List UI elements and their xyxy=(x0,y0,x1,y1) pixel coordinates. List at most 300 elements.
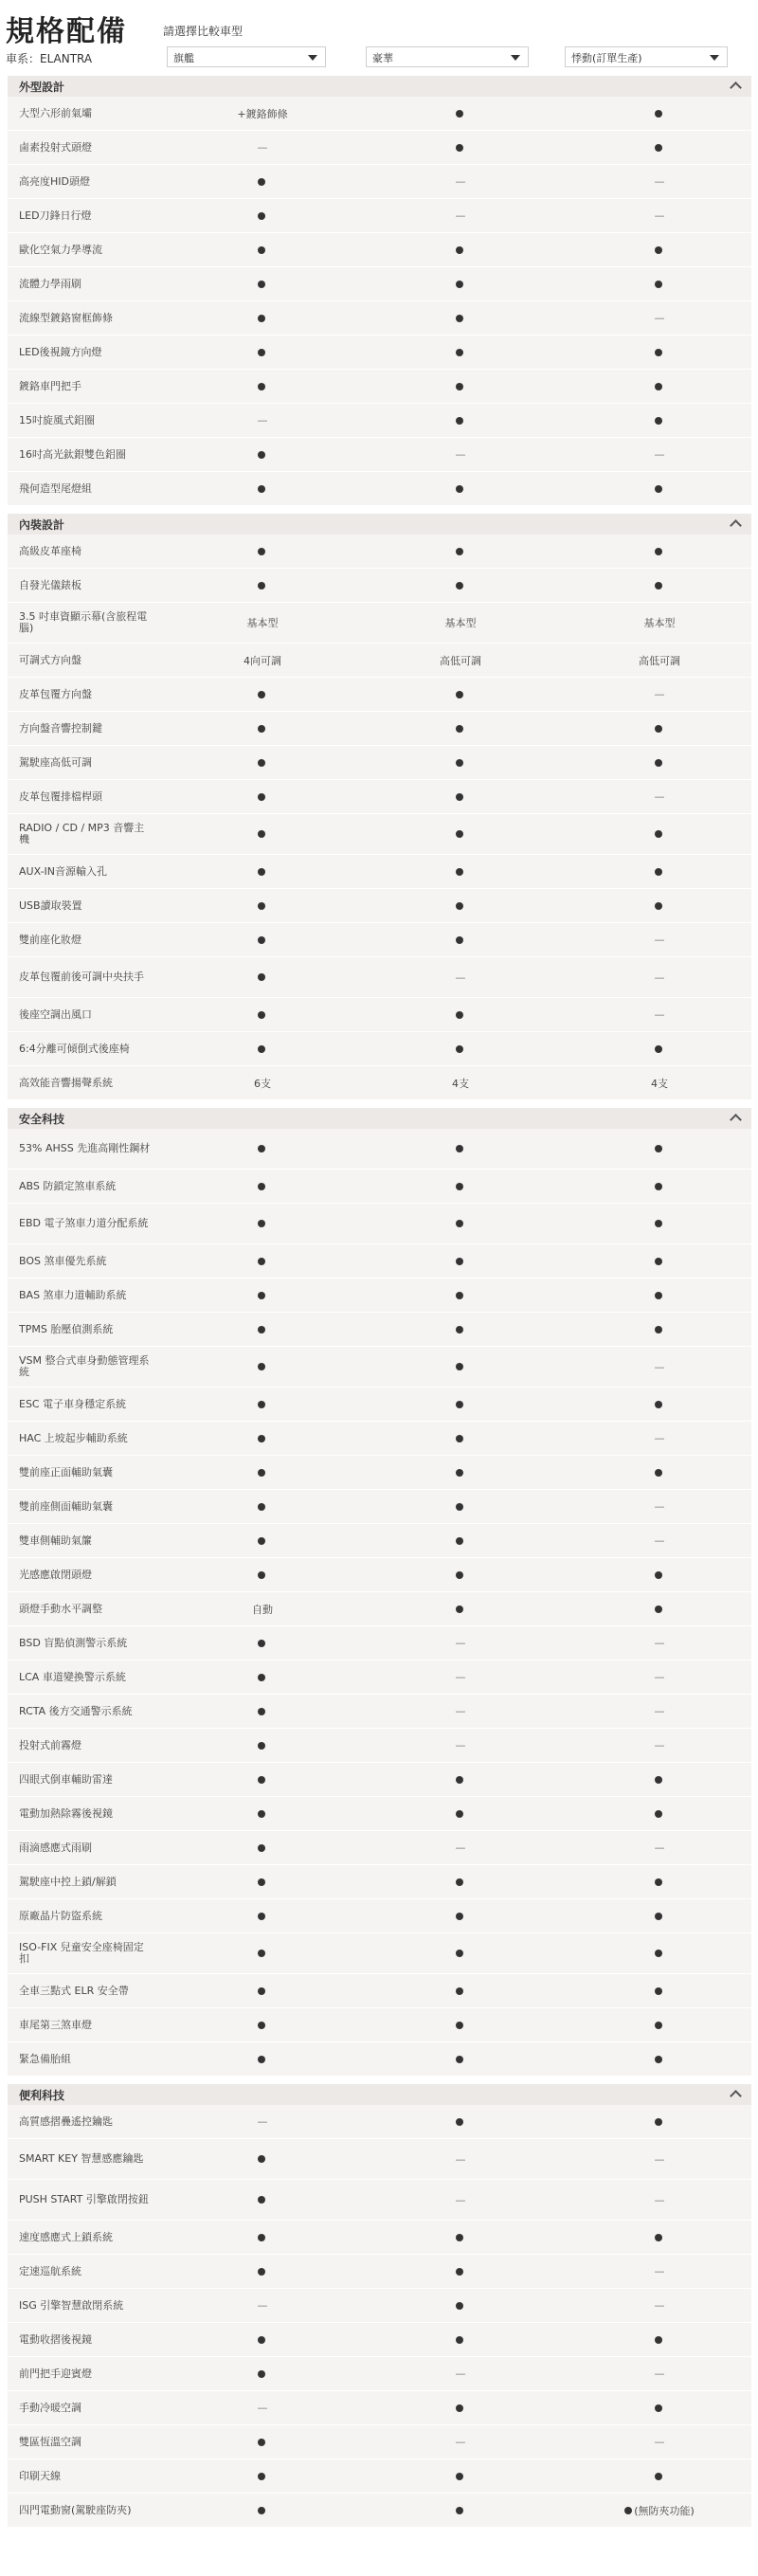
spec-cell xyxy=(187,2008,338,2041)
spec-cell xyxy=(187,165,338,198)
spec-cell xyxy=(385,2180,536,2220)
table-row xyxy=(8,131,751,165)
spec-cell xyxy=(385,1524,536,1557)
model-select-1-value: 旗艦 xyxy=(173,52,194,64)
spec-cell xyxy=(584,1899,735,1932)
spec-value: +鍍鉻飾條 xyxy=(237,107,288,120)
spec-cell xyxy=(385,814,536,854)
table-row xyxy=(8,472,751,506)
included-dot-icon xyxy=(655,2336,662,2344)
section-rows xyxy=(8,535,751,1100)
included-dot-icon xyxy=(655,2404,662,2412)
included-dot-icon xyxy=(655,1950,662,1957)
feature-label: 駕駛座中控上鎖/解鎖 xyxy=(19,1875,117,1888)
included-dot-icon xyxy=(258,1292,265,1299)
spec-cell xyxy=(584,1592,735,1625)
feature-label: 雙前座側面輔助氣囊 xyxy=(19,1499,113,1513)
feature-label: 雙區恆溫空調 xyxy=(19,2435,81,2448)
included-dot-icon xyxy=(456,2404,463,2412)
spec-cell xyxy=(187,199,338,232)
spec-cell xyxy=(187,233,338,266)
included-dot-icon xyxy=(258,936,265,944)
spec-cell xyxy=(584,923,735,956)
not-available-dash: — xyxy=(257,141,268,154)
included-dot-icon xyxy=(258,1537,265,1545)
spec-cell xyxy=(187,1279,338,1312)
spec-cell xyxy=(187,1729,338,1762)
included-dot-icon xyxy=(258,1844,265,1852)
feature-label: LED後視鏡方向燈 xyxy=(19,345,102,358)
spec-cell xyxy=(385,535,536,568)
included-dot-icon xyxy=(258,2439,265,2446)
spec-cell xyxy=(584,2008,735,2041)
spec-cell xyxy=(385,746,536,779)
not-available-dash: — xyxy=(257,2402,268,2414)
spec-cell xyxy=(385,2425,536,2458)
table-row xyxy=(8,2289,751,2323)
spec-cell xyxy=(187,2425,338,2458)
included-dot-icon xyxy=(456,1326,463,1333)
included-dot-icon xyxy=(456,1503,463,1511)
spec-cell xyxy=(187,1347,338,1387)
spec-cell xyxy=(187,1204,338,1243)
included-dot-icon xyxy=(258,212,265,220)
spec-cell xyxy=(187,1974,338,2007)
section-rows xyxy=(8,1129,751,2077)
included-dot-icon xyxy=(258,902,265,910)
included-dot-icon xyxy=(624,2507,632,2514)
included-dot-icon xyxy=(456,1145,463,1152)
spec-cell xyxy=(187,131,338,164)
not-available-dash: — xyxy=(654,2152,665,2166)
table-row xyxy=(8,1388,751,1422)
spec-cell xyxy=(385,2105,536,2138)
table-row xyxy=(8,1032,751,1066)
spec-value: 基本型 xyxy=(444,617,477,629)
included-dot-icon xyxy=(258,1045,265,1053)
spec-cell xyxy=(187,336,338,369)
spec-cell xyxy=(584,438,735,471)
spec-cell xyxy=(385,1032,536,1065)
included-dot-icon xyxy=(456,1469,463,1477)
spec-cell xyxy=(584,370,735,403)
not-available-dash: — xyxy=(455,1739,466,1751)
feature-label: TPMS 胎壓偵測系統 xyxy=(19,1322,114,1335)
feature-label: SMART KEY 智慧感應鑰匙 xyxy=(19,2152,144,2165)
spec-cell xyxy=(584,472,735,505)
not-available-dash: — xyxy=(654,448,665,461)
spec-cell xyxy=(584,1831,735,1864)
included-dot-icon xyxy=(456,2234,463,2241)
included-dot-icon xyxy=(456,2336,463,2344)
spec-cell xyxy=(385,2008,536,2041)
spec-cell xyxy=(385,2323,536,2356)
spec-cell xyxy=(187,1558,338,1591)
not-available-dash: — xyxy=(654,1534,665,1547)
included-dot-icon xyxy=(258,1435,265,1442)
included-dot-icon xyxy=(655,548,662,555)
table-row xyxy=(8,1626,751,1660)
not-available-dash: — xyxy=(654,1705,665,1717)
spec-cell xyxy=(187,814,338,854)
included-dot-icon xyxy=(258,1571,265,1579)
included-dot-icon xyxy=(655,1810,662,1818)
feature-label: ISO-FIX 兒童安全座椅固定扣 xyxy=(19,1941,144,1965)
table-row xyxy=(8,780,751,814)
table-row xyxy=(8,2105,751,2139)
included-dot-icon xyxy=(655,1292,662,1299)
included-dot-icon xyxy=(258,2155,265,2163)
feature-label: ABS 防鎖定煞車系統 xyxy=(19,1179,117,1192)
not-available-dash: — xyxy=(455,2152,466,2166)
section-header[interactable] xyxy=(8,2084,751,2105)
section-title: 便利科技 xyxy=(19,2088,65,2102)
spec-cell xyxy=(385,1347,536,1387)
included-dot-icon xyxy=(258,868,265,876)
spec-cell xyxy=(385,301,536,335)
spec-value: 基本型 xyxy=(246,617,279,629)
chevron-up-icon[interactable] xyxy=(730,2090,742,2102)
table-row xyxy=(8,404,751,438)
included-dot-icon xyxy=(655,725,662,733)
table-row xyxy=(8,2494,751,2528)
table-row xyxy=(8,923,751,957)
spec-cell xyxy=(187,1170,338,1203)
spec-cell xyxy=(584,1279,735,1312)
included-dot-icon xyxy=(258,1878,265,1886)
spec-cell xyxy=(187,1422,338,1455)
spec-cell xyxy=(187,2357,338,2390)
page-title: 規格配備 xyxy=(6,15,127,48)
included-dot-icon xyxy=(655,1913,662,1920)
not-available-dash: — xyxy=(455,175,466,188)
included-dot-icon xyxy=(456,417,463,425)
feature-label: 緊急備胎組 xyxy=(19,2052,71,2065)
spec-cell xyxy=(385,472,536,505)
included-dot-icon xyxy=(258,1401,265,1408)
included-dot-icon xyxy=(258,1913,265,1920)
feature-label: 車尾第三煞車燈 xyxy=(19,2018,92,2031)
included-dot-icon xyxy=(655,1987,662,1995)
not-available-dash: — xyxy=(455,2193,466,2206)
spec-cell xyxy=(187,1456,338,1489)
feature-label: 流線型鍍鉻窗框飾條 xyxy=(19,311,113,324)
spec-cell xyxy=(187,1032,338,1065)
table-row xyxy=(8,1422,751,1456)
included-dot-icon xyxy=(655,1605,662,1613)
section-title: 內裝設計 xyxy=(19,517,65,532)
table-row xyxy=(8,1660,751,1695)
feature-label: 雨滴感應式雨刷 xyxy=(19,1841,92,1854)
included-dot-icon xyxy=(258,2196,265,2204)
included-dot-icon xyxy=(258,2022,265,2029)
included-dot-icon xyxy=(456,830,463,838)
spec-section xyxy=(8,514,751,1100)
not-available-dash: — xyxy=(654,2265,665,2277)
section-header[interactable] xyxy=(8,514,751,535)
spec-cell xyxy=(187,1313,338,1346)
chevron-down-icon xyxy=(308,55,317,61)
spec-cell xyxy=(584,644,735,677)
chevron-up-icon[interactable] xyxy=(730,519,742,532)
spec-value: 自動 xyxy=(252,1603,273,1616)
section-title: 外型設計 xyxy=(19,80,65,94)
spec-note: (無防夾功能) xyxy=(634,2504,695,2517)
feature-label: 皮革包覆前後可調中央扶手 xyxy=(19,971,144,983)
spec-cell xyxy=(385,1592,536,1625)
spec-cell xyxy=(584,233,735,266)
included-dot-icon xyxy=(258,349,265,356)
spec-cell xyxy=(187,2289,338,2322)
spec-cell xyxy=(584,889,735,922)
spec-cell xyxy=(187,855,338,888)
included-dot-icon xyxy=(456,2118,463,2126)
spec-cell xyxy=(385,1279,536,1312)
feature-label: BSD 盲點偵測警示系統 xyxy=(19,1636,128,1649)
table-row xyxy=(8,336,751,370)
spec-cell xyxy=(584,199,735,232)
table-row xyxy=(8,1129,751,1170)
included-dot-icon xyxy=(655,144,662,152)
spec-cell xyxy=(385,438,536,471)
included-dot-icon xyxy=(258,281,265,288)
table-row xyxy=(8,1797,751,1831)
included-dot-icon xyxy=(456,1435,463,1442)
included-dot-icon xyxy=(258,178,265,186)
spec-cell xyxy=(385,404,536,437)
feature-label: 後座空調出風口 xyxy=(19,1007,92,1021)
model-select-2-value: 豪華 xyxy=(372,52,393,64)
included-dot-icon xyxy=(258,759,265,767)
spec-cell xyxy=(187,1129,338,1169)
spec-cell xyxy=(584,1204,735,1243)
not-available-dash: — xyxy=(654,1671,665,1683)
spec-cell xyxy=(187,1763,338,1796)
not-available-dash: — xyxy=(654,934,665,946)
spec-cell xyxy=(584,165,735,198)
spec-cell xyxy=(385,97,536,130)
table-row xyxy=(8,957,751,998)
not-available-dash: — xyxy=(654,1637,665,1649)
spec-cell xyxy=(584,1388,735,1421)
spec-cell xyxy=(584,998,735,1031)
spec-cell xyxy=(187,603,338,643)
spec-cell xyxy=(584,1865,735,1898)
table-row xyxy=(8,998,751,1032)
table-row xyxy=(8,301,751,336)
feature-label: 光感應啟閉頭燈 xyxy=(19,1568,92,1581)
spec-cell xyxy=(385,1899,536,1932)
spec-cell xyxy=(187,1524,338,1557)
spec-cell xyxy=(385,2042,536,2076)
spec-cell xyxy=(385,923,536,956)
included-dot-icon xyxy=(456,1220,463,1227)
not-available-dash: — xyxy=(654,2436,665,2448)
spec-cell xyxy=(187,780,338,813)
table-row xyxy=(8,2391,751,2425)
spec-cell xyxy=(385,1865,536,1898)
spec-cell xyxy=(584,2391,735,2424)
not-available-dash: — xyxy=(455,1637,466,1649)
included-dot-icon xyxy=(258,1363,265,1370)
spec-cell xyxy=(385,1831,536,1864)
spec-cell xyxy=(385,2357,536,2390)
spec-cell xyxy=(187,267,338,300)
feature-label: ISG 引擎智慧啟閉系統 xyxy=(19,2298,124,2312)
table-row xyxy=(8,644,751,678)
series-label: 車系：ELANTRA xyxy=(6,52,93,65)
included-dot-icon xyxy=(456,1810,463,1818)
feature-label: ESC 電子車身穩定系統 xyxy=(19,1397,127,1410)
included-dot-icon xyxy=(655,1571,662,1579)
included-dot-icon xyxy=(456,759,463,767)
included-dot-icon xyxy=(258,1950,265,1957)
spec-cell xyxy=(584,2180,735,2220)
included-dot-icon xyxy=(456,1401,463,1408)
included-dot-icon xyxy=(456,383,463,390)
spec-cell xyxy=(385,1456,536,1489)
spec-cell xyxy=(584,1129,735,1169)
spec-cell xyxy=(584,2105,735,2138)
not-available-dash: — xyxy=(654,688,665,700)
included-dot-icon xyxy=(456,868,463,876)
spec-cell xyxy=(584,1797,735,1830)
spec-table xyxy=(8,76,751,2535)
spec-cell xyxy=(584,1974,735,2007)
feature-label: 前門把手迎賓燈 xyxy=(19,2367,92,2380)
table-row xyxy=(8,1204,751,1244)
not-available-dash: — xyxy=(654,209,665,222)
feature-label: 雙車側輔助氣簾 xyxy=(19,1533,92,1547)
spec-cell xyxy=(187,923,338,956)
spec-cell xyxy=(385,2289,536,2322)
spec-cell xyxy=(385,1129,536,1169)
spec-cell xyxy=(584,569,735,602)
included-dot-icon xyxy=(655,2056,662,2063)
included-dot-icon xyxy=(655,1878,662,1886)
included-dot-icon xyxy=(258,2268,265,2276)
model-select-3[interactable] xyxy=(565,46,728,67)
not-available-dash: — xyxy=(654,790,665,803)
included-dot-icon xyxy=(456,1776,463,1784)
spec-cell xyxy=(187,404,338,437)
feature-label: 皮革包覆排檔桿頭 xyxy=(19,789,102,803)
included-dot-icon xyxy=(456,1987,463,1995)
section-header[interactable] xyxy=(8,76,751,97)
feature-label: 飛何造型尾燈組 xyxy=(19,481,92,495)
spec-cell xyxy=(385,1974,536,2007)
table-row xyxy=(8,1279,751,1313)
feature-label: 電動收摺後視鏡 xyxy=(19,2332,92,2346)
table-row xyxy=(8,535,751,569)
spec-cell xyxy=(187,2494,338,2527)
included-dot-icon xyxy=(655,246,662,254)
not-available-dash: — xyxy=(455,448,466,461)
table-row xyxy=(8,1244,751,1279)
included-dot-icon xyxy=(655,830,662,838)
table-row xyxy=(8,2042,751,2077)
spec-cell xyxy=(385,1729,536,1762)
spec-cell xyxy=(584,1763,735,1796)
included-dot-icon xyxy=(655,1776,662,1784)
chevron-up-icon[interactable] xyxy=(730,82,742,94)
feature-label: RADIO / CD / MP3 音響主機 xyxy=(19,822,145,845)
feature-label: 皮革包覆方向盤 xyxy=(19,687,92,700)
included-dot-icon xyxy=(258,1708,265,1715)
spec-cell xyxy=(584,1244,735,1278)
included-dot-icon xyxy=(655,1145,662,1152)
spec-cell xyxy=(584,603,735,643)
included-dot-icon xyxy=(456,110,463,118)
included-dot-icon xyxy=(258,2473,265,2480)
included-dot-icon xyxy=(456,793,463,801)
spec-cell xyxy=(385,1170,536,1203)
spec-cell xyxy=(187,1592,338,1625)
included-dot-icon xyxy=(456,1537,463,1545)
included-dot-icon xyxy=(258,383,265,390)
spec-cell xyxy=(584,855,735,888)
spec-cell xyxy=(584,2425,735,2458)
included-dot-icon xyxy=(258,1326,265,1333)
spec-cell xyxy=(385,2391,536,2424)
spec-cell xyxy=(584,336,735,369)
included-dot-icon xyxy=(655,902,662,910)
table-row xyxy=(8,1933,751,1974)
section-header[interactable] xyxy=(8,1108,751,1129)
table-row xyxy=(8,678,751,712)
included-dot-icon xyxy=(456,936,463,944)
chevron-down-icon xyxy=(710,55,719,61)
chevron-up-icon[interactable] xyxy=(730,1114,742,1126)
feature-label: LED刀鋒日行燈 xyxy=(19,209,92,222)
spec-cell xyxy=(385,889,536,922)
table-row xyxy=(8,603,751,644)
model-select-1[interactable] xyxy=(167,46,326,67)
spec-cell xyxy=(385,855,536,888)
spec-cell xyxy=(187,535,338,568)
feature-label: 印刷天線 xyxy=(19,2469,61,2482)
spec-cell xyxy=(385,2494,536,2527)
table-row xyxy=(8,2139,751,2180)
not-available-dash: — xyxy=(654,1360,665,1373)
included-dot-icon xyxy=(655,2118,662,2126)
feature-label: EBD 電子煞車力道分配系統 xyxy=(19,1217,149,1229)
feature-label: 自發光儀錶板 xyxy=(19,578,81,591)
spec-cell xyxy=(584,2459,735,2493)
spec-cell xyxy=(385,2139,536,2179)
chevron-down-icon xyxy=(511,55,520,61)
spec-cell xyxy=(385,780,536,813)
included-dot-icon xyxy=(258,1742,265,1750)
spec-cell xyxy=(187,1660,338,1694)
included-dot-icon xyxy=(258,315,265,322)
spec-cell xyxy=(385,267,536,300)
feature-label: LCA 車道變換警示系統 xyxy=(19,1670,126,1683)
table-row xyxy=(8,267,751,301)
included-dot-icon xyxy=(456,902,463,910)
spec-cell xyxy=(187,301,338,335)
included-dot-icon xyxy=(456,1878,463,1886)
table-row xyxy=(8,712,751,746)
table-row xyxy=(8,2459,751,2494)
spec-cell xyxy=(584,301,735,335)
included-dot-icon xyxy=(456,582,463,590)
feature-label: 手動冷暖空調 xyxy=(19,2401,81,2414)
model-select-2[interactable] xyxy=(366,46,529,67)
table-row xyxy=(8,2008,751,2042)
spec-cell xyxy=(584,1347,735,1387)
included-dot-icon xyxy=(456,1183,463,1190)
